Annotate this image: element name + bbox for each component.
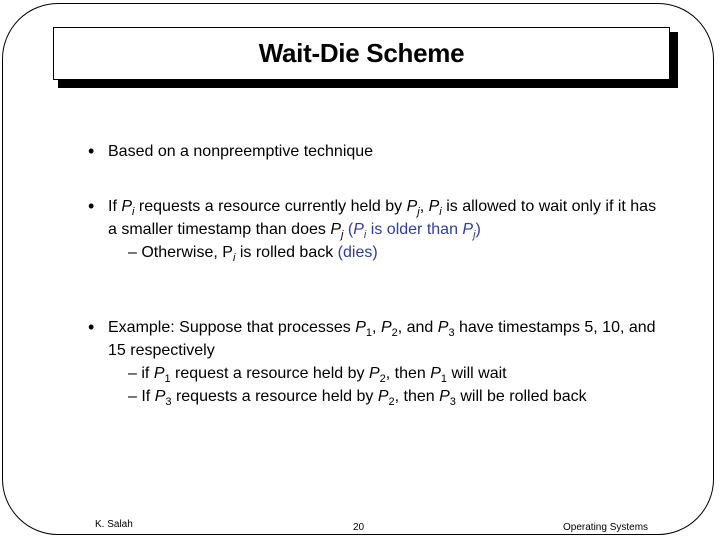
bullet-2-text bbox=[108, 195, 668, 264]
process-subscript: i bbox=[232, 252, 236, 264]
title-box bbox=[53, 27, 670, 80]
sub-bullet bbox=[128, 362, 668, 385]
sub-bullet-dash: – bbox=[128, 388, 137, 405]
process-subscript: 3 bbox=[449, 396, 456, 408]
process-subscript: 1 bbox=[440, 373, 448, 385]
bullet-1-text bbox=[108, 140, 668, 163]
text-run: is rolled back bbox=[235, 244, 338, 261]
process-subscript: 1 bbox=[164, 373, 171, 385]
text-run: is allowed to wait only if it has a smaller timestamp than does bbox=[108, 198, 657, 238]
text-run: ( bbox=[343, 221, 354, 238]
text-run: If bbox=[141, 388, 155, 405]
text-run: requests a resource currently held by bbox=[134, 198, 407, 215]
sub-bullet-dash: – bbox=[128, 244, 137, 261]
text-run-accent: (dies) bbox=[337, 244, 378, 261]
process-symbol: P bbox=[439, 388, 450, 405]
process-symbol: P bbox=[462, 221, 474, 238]
text-run: , then bbox=[394, 388, 440, 405]
sub-bullet bbox=[128, 385, 628, 408]
process-symbol: P bbox=[153, 365, 165, 382]
text-run: have timestamps 5, 10, and 15 respectively bbox=[108, 319, 656, 359]
process-subscript: i bbox=[132, 206, 135, 218]
bullet-marker: • bbox=[88, 141, 95, 161]
text-run: request a resource held by bbox=[170, 365, 369, 382]
process-symbol: P bbox=[353, 221, 364, 238]
text-run: is older than bbox=[366, 221, 463, 238]
text-run: , then bbox=[385, 365, 431, 382]
process-subscript: i bbox=[363, 229, 367, 241]
bullet-1-label: Based on a nonpreemptive technique bbox=[108, 143, 374, 160]
text-run: , and bbox=[397, 319, 438, 336]
text-run: will be rolled back bbox=[455, 388, 587, 405]
sub-bullet-dash: – bbox=[128, 365, 137, 382]
slide-title: Wait-Die Scheme bbox=[258, 38, 465, 68]
process-subscript: j bbox=[417, 206, 420, 218]
process-symbol: P bbox=[368, 365, 380, 382]
footer-course: Operating Systems bbox=[563, 522, 649, 533]
bullet-marker: • bbox=[88, 196, 95, 216]
process-symbol: P bbox=[428, 198, 440, 215]
process-symbol: P bbox=[406, 198, 418, 215]
footer-page-number: 20 bbox=[353, 522, 365, 533]
text-run: , bbox=[372, 319, 381, 336]
text-run: Otherwise, P bbox=[141, 244, 233, 261]
process-symbol: P bbox=[430, 365, 441, 382]
text-run: will wait bbox=[447, 365, 507, 382]
process-subscript: 1 bbox=[365, 327, 373, 339]
footer-author: K. Salah bbox=[95, 519, 133, 530]
process-subscript: 3 bbox=[165, 396, 172, 408]
text-run: requests a resource held by bbox=[171, 388, 378, 405]
process-subscript: 2 bbox=[388, 396, 395, 408]
text-run: Example: Suppose that processes bbox=[108, 319, 356, 336]
process-symbol: P bbox=[355, 319, 366, 336]
process-subscript: j bbox=[341, 229, 344, 241]
process-symbol: P bbox=[377, 388, 389, 405]
bullet-3-text bbox=[108, 316, 668, 408]
process-symbol: P bbox=[437, 319, 449, 336]
bullet-marker: • bbox=[88, 317, 95, 337]
process-symbol: P bbox=[154, 388, 166, 405]
process-subscript: 3 bbox=[448, 327, 455, 339]
process-symbol: P bbox=[380, 319, 392, 336]
text-run: ) bbox=[475, 221, 481, 238]
process-symbol: P bbox=[121, 198, 133, 215]
process-subscript: 2 bbox=[391, 327, 398, 339]
text-run: , bbox=[419, 198, 429, 215]
process-symbol: P bbox=[330, 221, 341, 238]
text-run: if bbox=[141, 365, 154, 382]
process-subscript: j bbox=[473, 229, 476, 241]
text-run: If bbox=[108, 198, 122, 215]
text-run-accent bbox=[343, 221, 481, 241]
sub-bullet bbox=[128, 241, 668, 264]
process-subscript: i bbox=[439, 206, 442, 218]
process-subscript: 2 bbox=[379, 373, 386, 385]
